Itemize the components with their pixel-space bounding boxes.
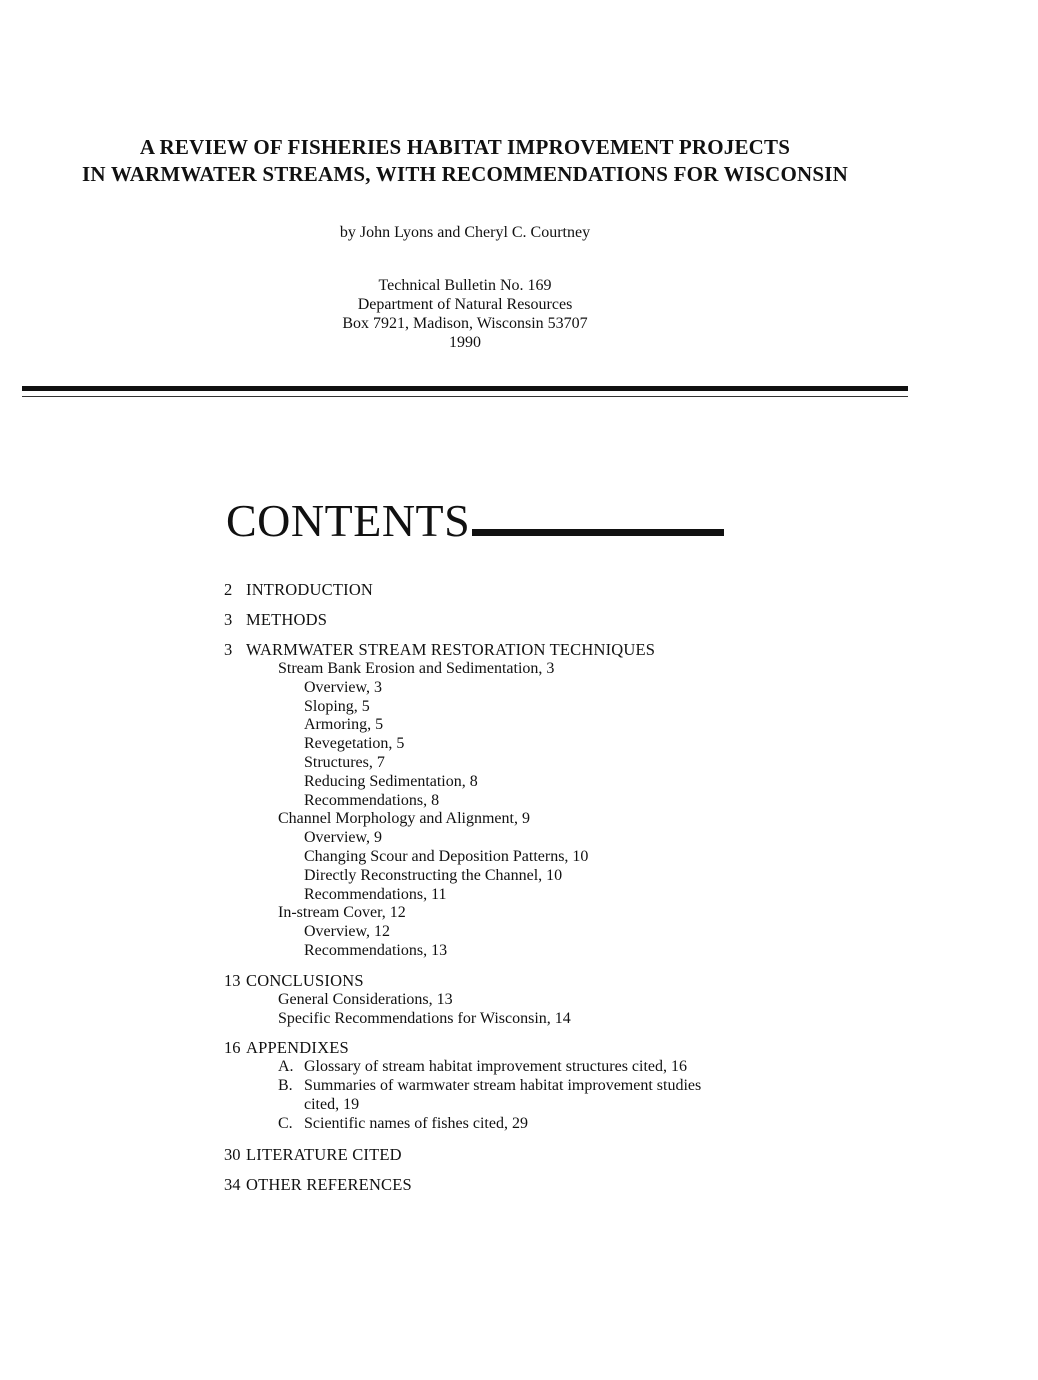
contents-heading: CONTENTS: [226, 495, 471, 546]
divider-thin: [22, 396, 908, 397]
title-line-2: IN WARMWATER STREAMS, WITH RECOMMENDATIONS FOR WISCONSIN: [82, 162, 848, 186]
table-of-contents: [224, 580, 824, 1195]
appendix-title: Glossary of stream habitat improvement structures cited, 16: [304, 1058, 688, 1076]
toc-section-label: INTRODUCTION: [246, 580, 374, 599]
toc-page-number: 30: [224, 1144, 241, 1164]
toc-appendix-item: [224, 1058, 824, 1077]
toc-item: Structures, 7: [304, 753, 385, 771]
toc-page-number: 3: [224, 610, 233, 629]
toc-section-conclusions: [224, 971, 824, 991]
toc-item: Recommendations, 8: [304, 791, 440, 809]
bulletin-number: Technical Bulletin No. 169: [378, 277, 552, 294]
appendix-title: Scientific names of fishes cited, 29: [304, 1114, 528, 1132]
toc-section-label: WARMWATER STREAM RESTORATION TECHNIQUES: [246, 640, 656, 659]
toc-section-introduction: [224, 580, 824, 600]
toc-item: Overview, 9: [304, 829, 383, 847]
toc-page-number: 2: [224, 580, 233, 599]
toc-section-techniques: [224, 640, 824, 660]
toc-section-methods: [224, 610, 824, 630]
toc-section-label: OTHER REFERENCES: [246, 1174, 412, 1194]
toc-page-number: 16: [224, 1038, 241, 1058]
toc-appendix-item: [224, 1115, 824, 1134]
author-byline: by John Lyons and Cheryl C. Courtney: [339, 224, 591, 241]
toc-subsection: Channel Morphology and Alignment, 9: [278, 810, 530, 828]
toc-item: Overview, 3: [304, 678, 383, 696]
appendix-letter: C.: [278, 1114, 293, 1132]
address: Box 7921, Madison, Wisconsin 53707: [342, 315, 588, 332]
toc-section-label: CONCLUSIONS: [246, 970, 364, 990]
document-title: [0, 134, 930, 188]
toc-section-label: METHODS: [246, 610, 328, 629]
toc-subsection: General Considerations, 13: [278, 990, 453, 1008]
toc-item: Overview, 12: [304, 923, 391, 941]
publication-info: [0, 276, 930, 352]
toc-item: Directly Reconstructing the Channel, 10: [304, 866, 563, 884]
toc-section-label: APPENDIXES: [246, 1038, 349, 1058]
toc-page-number: 13: [224, 970, 241, 990]
title-line-1: A REVIEW OF FISHERIES HABITAT IMPROVEMENT PROJECTS: [139, 135, 791, 159]
toc-section-literature: [224, 1145, 824, 1165]
toc-section-label: LITERATURE CITED: [246, 1144, 402, 1164]
appendix-title: Summaries of warmwater stream habitat improvement studies cited, 19: [304, 1077, 702, 1113]
contents-heading-bar: [472, 529, 724, 536]
toc-item: Revegetation, 5: [304, 735, 405, 753]
toc-subsection: In-stream Cover, 12: [278, 904, 406, 922]
toc-appendix-item: [224, 1077, 824, 1115]
department: Department of Natural Resources: [357, 296, 573, 313]
appendix-letter: B.: [278, 1077, 293, 1095]
toc-page-number: 34: [224, 1174, 241, 1194]
year: 1990: [449, 334, 481, 351]
toc-subsection: Specific Recommendations for Wisconsin, 14: [278, 1009, 571, 1027]
toc-item: Sloping, 5: [304, 697, 370, 715]
toc-item: Reducing Sedimentation, 8: [304, 772, 478, 790]
toc-item: Recommendations, 11: [304, 885, 447, 903]
toc-page-number: 3: [224, 640, 233, 659]
toc-item: Recommendations, 13: [304, 941, 448, 959]
toc-item: Changing Scour and Deposition Patterns, 10: [304, 847, 589, 865]
toc-section-appendixes: [224, 1038, 824, 1058]
toc-section-other-references: [224, 1175, 824, 1195]
divider-thick: [22, 386, 908, 391]
appendix-letter: A.: [278, 1058, 294, 1076]
toc-item: Armoring, 5: [304, 716, 384, 734]
toc-subsection: Stream Bank Erosion and Sedimentation, 3: [278, 660, 555, 677]
